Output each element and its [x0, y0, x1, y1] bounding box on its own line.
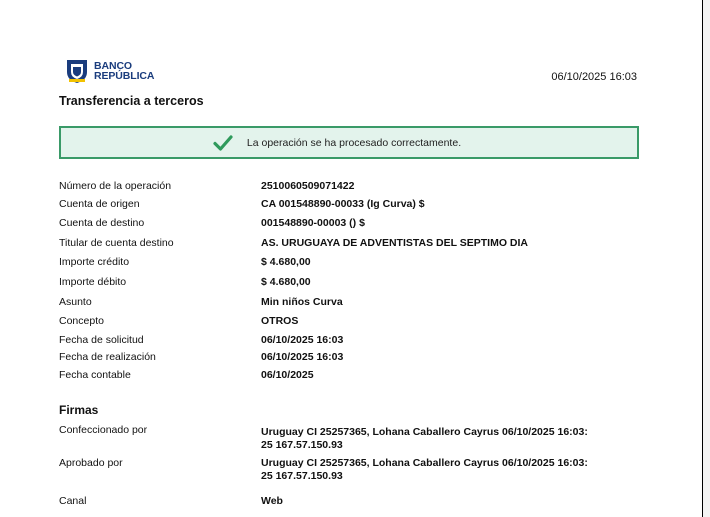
detail-label: Número de la operación [59, 180, 172, 192]
page-title: Transferencia a terceros [59, 94, 204, 108]
detail-label: Titular de cuenta destino [59, 237, 174, 249]
bank-name-line2: REPÚBLICA [94, 70, 155, 82]
detail-value: CA 001548890-00033 (Ig Curva) $ [261, 198, 425, 210]
signature-line: 25 167.57.150.93 [261, 439, 343, 451]
signature-row-confeccionado [59, 424, 639, 454]
success-banner [59, 126, 639, 159]
detail-row [59, 369, 639, 385]
bank-name-line1: BANCO [94, 60, 132, 72]
signature-line: 25 167.57.150.93 [261, 470, 343, 482]
detail-row [59, 198, 639, 214]
detail-label: Importe débito [59, 276, 127, 288]
detail-label: Importe crédito [59, 256, 130, 268]
detail-row [59, 296, 639, 312]
detail-value: Min niños Curva [261, 296, 343, 308]
success-message: La operación se ha procesado correctamente. [246, 136, 462, 149]
detail-value: $ 4.680,00 [261, 276, 311, 288]
signature-label: Confeccionado por [59, 424, 148, 436]
detail-row [59, 256, 639, 272]
signature-line: Uruguay CI 25257365, Lohana Caballero Cayrus 06/10/2025 16:03: [261, 457, 588, 469]
detail-value: AS. URUGUAYA DE ADVENTISTAS DEL SEPTIMO DIA [261, 237, 529, 249]
detail-label: Cuenta de destino [59, 217, 145, 229]
bank-logo [64, 58, 154, 84]
bank-name [94, 61, 154, 81]
page-edge [702, 0, 710, 517]
detail-label: Fecha de solicitud [59, 334, 144, 346]
detail-row [59, 315, 639, 331]
detail-value: OTROS [261, 315, 299, 327]
detail-row [59, 237, 639, 253]
detail-row [59, 334, 639, 350]
detail-value: $ 4.680,00 [261, 256, 311, 268]
detail-label: Fecha contable [59, 369, 131, 381]
signature-row-aprobado [59, 457, 639, 487]
canal-label: Canal [59, 495, 87, 507]
detail-row [59, 276, 639, 292]
print-datetime: 06/10/2025 16:03 [551, 71, 637, 83]
detail-value: 001548890-00003 () $ [261, 217, 365, 229]
signature-value [261, 426, 621, 452]
detail-label: Cuenta de origen [59, 198, 140, 210]
firmas-heading: Firmas [59, 403, 99, 417]
detail-label: Fecha de realización [59, 351, 156, 363]
detail-label: Asunto [59, 296, 92, 308]
signature-label: Aprobado por [59, 457, 123, 469]
detail-value: 2510060509071422 [261, 180, 355, 192]
signature-line: Uruguay CI 25257365, Lohana Caballero Cayrus 06/10/2025 16:03: [261, 426, 588, 438]
detail-value: 06/10/2025 16:03 [261, 351, 344, 363]
detail-row [59, 351, 639, 367]
detail-value: 06/10/2025 16:03 [261, 334, 344, 346]
detail-value: 06/10/2025 [261, 369, 314, 381]
detail-label: Concepto [59, 315, 104, 327]
canal-value: Web [261, 495, 283, 507]
bank-shield-icon [64, 58, 90, 84]
detail-row [59, 217, 639, 233]
canal-row [59, 495, 639, 511]
detail-row [59, 180, 639, 196]
checkmark-icon [213, 134, 233, 152]
signature-value [261, 457, 621, 483]
